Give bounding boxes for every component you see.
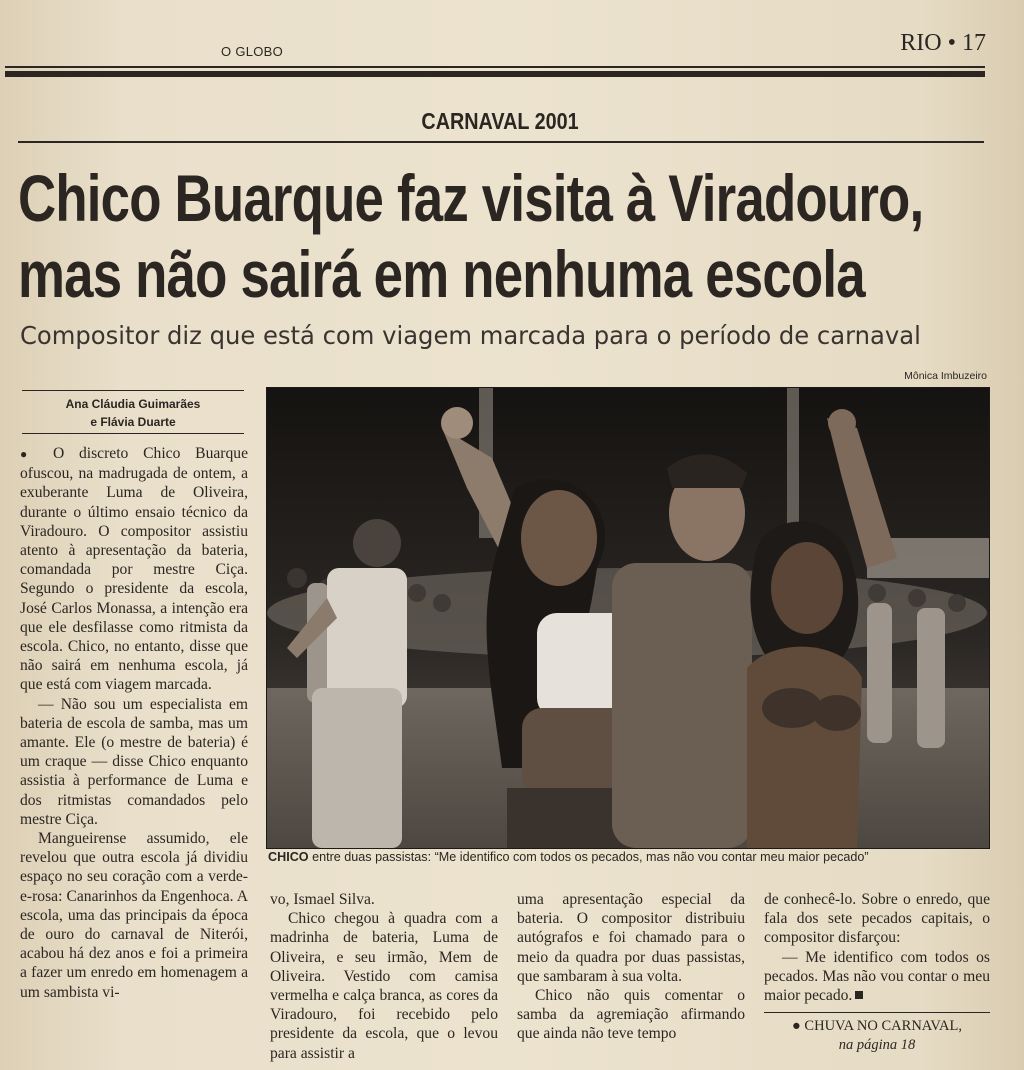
end-of-story-icon [855, 991, 863, 999]
article-paragraph [20, 444, 248, 695]
section-page-number: RIO • 17 [900, 30, 986, 56]
byline-rule-top [22, 390, 244, 391]
headline-line-1: Chico Buarque faz visita à Viradouro, [18, 161, 924, 235]
header-rule-thin [5, 66, 985, 68]
photo-caption [268, 850, 992, 864]
cross-reference-page-text: na página 18 [838, 1037, 916, 1053]
headline-line-2: mas não sairá em nenhuma escola [18, 237, 865, 311]
byline-author-1: Ana Cláudia Guimarães [65, 397, 201, 411]
bullet-icon: ● [20, 447, 39, 461]
bullet-icon: ● [792, 1018, 801, 1034]
newspaper-name: O GLOBO [221, 44, 284, 59]
cross-reference-title-text: CHUVA NO CARNAVAL, [804, 1018, 962, 1034]
caption-lead: CHICO [268, 850, 309, 864]
article-paragraph: de conhecê-lo. Sobre o enredo, que fala dos sete pecados capitais, o compositor disfarçou: [764, 891, 990, 947]
news-photo [266, 387, 990, 849]
paragraph-text: — Me identifico com todos os pecados. Mas não vou contar o meu maior pecado. [764, 948, 990, 1005]
article-paragraph: Chico chegou à quadra com a madrinha de bateria, Luma de Oliveira, e seu irmão, Mem de Oliveira. Vestido com camisa vermelha e calça branca, as cores da Viradouro, foi recebido pelo presidente da escola, que o levou para assistir a [270, 910, 498, 1062]
caption-text: entre duas passistas: “Me identifico com todos os pecados, mas não vou contar meu maior pecado” [308, 850, 869, 864]
byline-author-2: e Flávia Duarte [90, 415, 176, 429]
cross-reference-page [764, 1036, 990, 1055]
paragraph-text: O discreto Chico Buarque ofuscou, na madrugada de ontem, a exuberante Luma de Oliveira, durante o último ensaio técnico da Viradouro. O compositor assistiu atento à apresentação da bateria, comandada por mestre Ciça. Segundo o presidente da escola, José Carlos Monassa, a intenção era que ele desfilasse como ritmista da escola. Chico, no entanto, disse que não sairá em nenhuma escola, já que está com viagem marcada. [20, 445, 248, 694]
headline [18, 160, 924, 312]
article-column-1 [20, 444, 248, 1002]
subheadline: Compositor diz que está com viagem marcada para o período de carnaval [20, 321, 921, 350]
photo-credit: Mônica Imbuzeiro [904, 370, 987, 382]
article-paragraph: Mangueirense assumido, ele revelou que outra escola já dividiu espaço no seu coração com a verde-e-rosa: Canarinhos da Engenhoca. A escola, uma das principais da época de ouro do carnaval de Niterói, acabou há dez anos e foi a primeira a fazer um enredo em homenagem a um sambista vi- [20, 830, 248, 1001]
article-paragraph [764, 948, 990, 1006]
article-paragraph: Chico não quis comentar o samba da agremiação afirmando que ainda não teve tempo [517, 987, 745, 1043]
photo-illustration [267, 388, 989, 848]
article-column-4 [764, 890, 990, 1005]
article-paragraph: — Não sou um especialista em bateria de escola de samba, mas um amante. Ele (o mestre de bateria) é um craque — disse Chico enquanto assistia à performance de Luma e dos ritmistas comandados pelo mestre Ciça. [20, 695, 248, 828]
article-paragraph: uma apresentação especial da bateria. O compositor distribuiu autógrafos e foi chamado para o meio da quadra por duas passistas, que sambaram à sua volta. [517, 891, 745, 985]
article-column-3 [517, 890, 745, 1044]
cross-reference-title [764, 1017, 990, 1036]
section-kicker: CARNAVAL 2001 [421, 108, 579, 134]
byline [22, 395, 244, 431]
kicker-rule [18, 141, 984, 143]
header-rule-thick [5, 71, 985, 77]
article-column-2 [270, 890, 498, 1063]
article-paragraph: vo, Ismael Silva. [270, 891, 375, 908]
cross-reference-rule [764, 1012, 990, 1013]
cross-reference [764, 1017, 990, 1055]
byline-rule-bottom [22, 433, 244, 434]
